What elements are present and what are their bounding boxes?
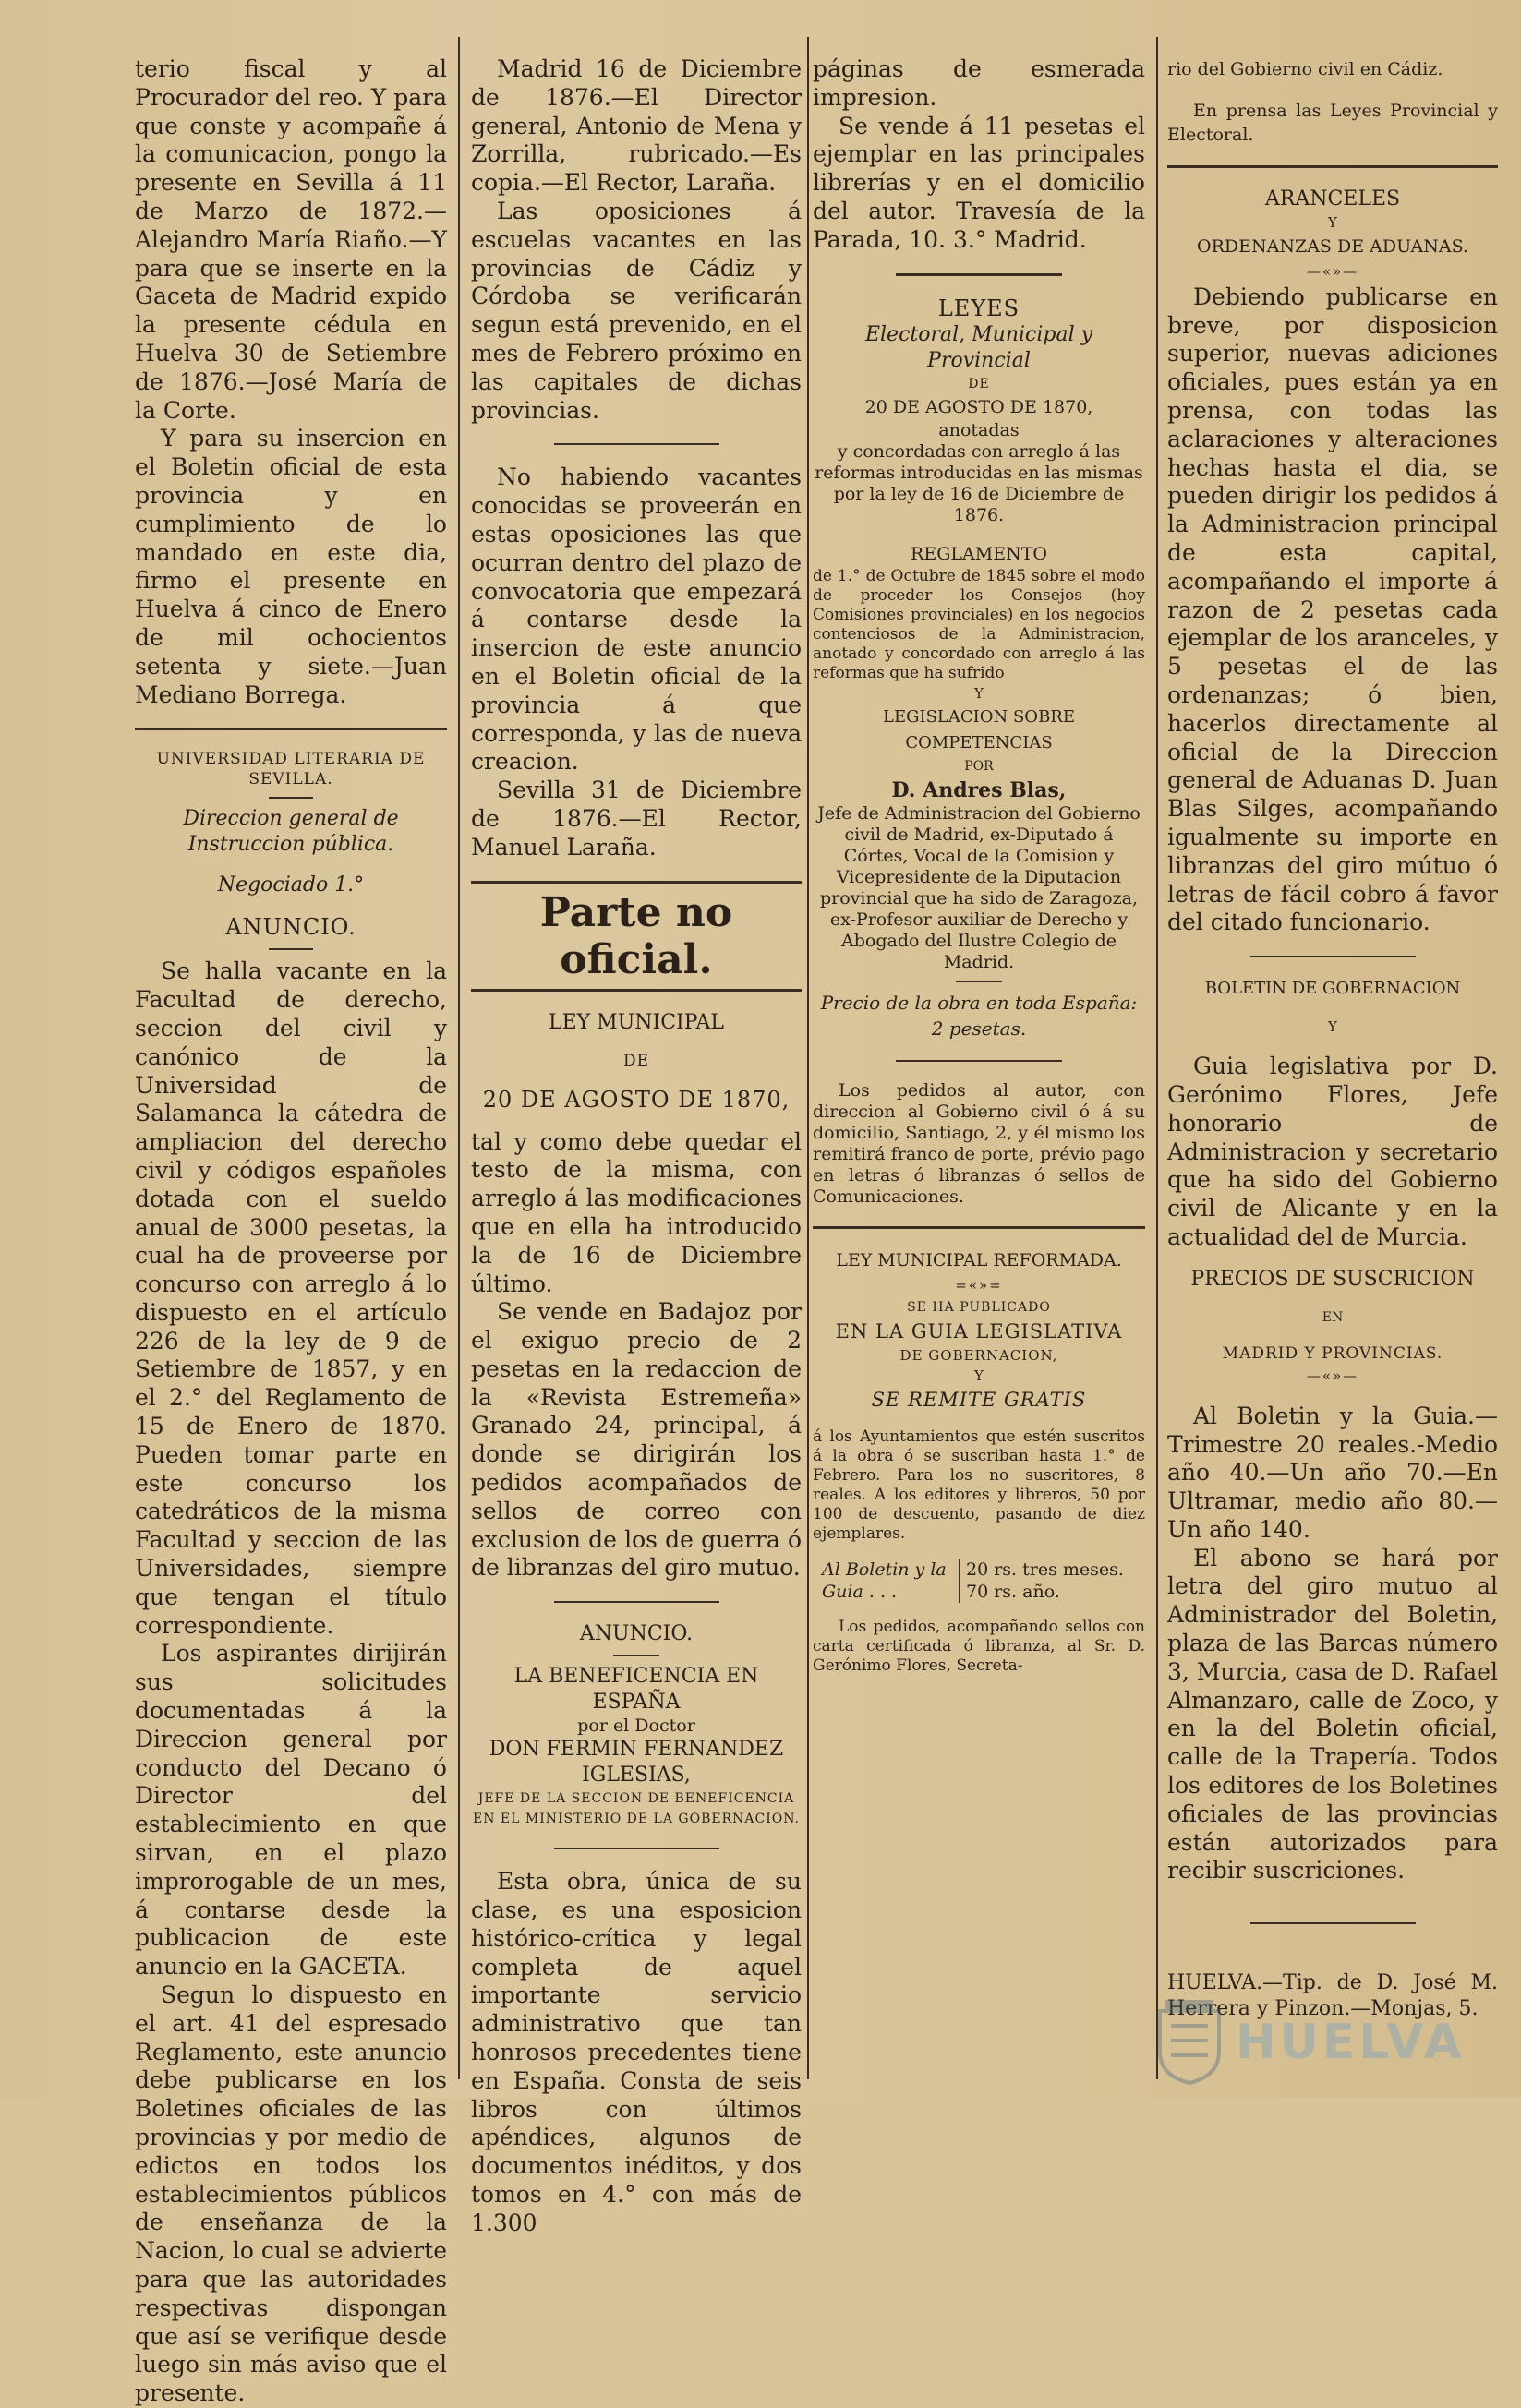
- heading-anuncio: ANUNCIO.: [579, 1622, 694, 1646]
- ornament: —«»—: [1306, 1367, 1359, 1384]
- short-rule: [269, 948, 312, 950]
- paragraph: El abono se hará por letra del giro mutuo al Administrador del Boletin, plaza de las Barcas número 3, Murcia, casa de D. Rafael Almanzaro, calle de Zoco, y en la del Boletin oficial, calle de la Trapería. Todos los editores de los Boletines oficiales de las provincias están autorizados para recibir suscriciones.: [1167, 1544, 1498, 1884]
- section-rule: [471, 881, 802, 884]
- section-rule: [135, 728, 447, 730]
- paragraph: Y para su insercion en el Boletin oficial de esta provincia y en cumplimiento de lo mandado en este dia, firmo el presente en Huelva á cinco de Enero de mil ochocientos setenta y siete.—Juan Mediano Borrega.: [135, 425, 447, 708]
- paragraph: tal y como debe quedar el testo de la misma, con arreglo á las modificaciones que en ella ha introducido la de 16 de Diciembre último.: [471, 1127, 802, 1297]
- price-table: [813, 1559, 1145, 1603]
- heading-de: DE: [622, 1051, 650, 1070]
- section-rule: [554, 443, 719, 445]
- text-por: POR: [964, 758, 994, 774]
- paragraph: de 1.° de Octubre de 1845 sobre el modo de proceder los Consejos (hoy Comisiones provinciales) en los negocios contenciosos de la Administracion, anotado y concordado con arreglo á las reformas que ha sufrido: [813, 566, 1145, 682]
- text-cargo: Jefe de Administracion del Gobierno civil de Madrid, ex-Diputado á Córtes, Vocal de la Comision y Vicepresidente de la Diputacion provincial que ha sido de Zaragoza, ex-Profesor auxiliar de Derecho y Abogado del Ilustre Colegio de Madrid.: [817, 802, 1141, 972]
- text-jefe: JEFE DE LA SECCION DE BENEFICENCIA EN EL MINISTERIO DE LA GOBERNACION.: [472, 1791, 801, 1827]
- heading-de: DE: [968, 376, 990, 391]
- heading-parte-no-oficial: Parte no oficial.: [539, 888, 733, 983]
- column-4: [1167, 55, 1498, 2079]
- section-rule: [1250, 1922, 1416, 1924]
- paragraph: páginas de esmerada impresion.: [813, 55, 1145, 111]
- paragraph: rio del Gobierno civil en Cádiz.: [1167, 59, 1443, 79]
- heading-autor: DON FERMIN FERNANDEZ IGLESIAS,: [489, 1738, 784, 1788]
- heading-leyes: LEYES: [937, 295, 1020, 321]
- watermark-text: HUELVA: [1236, 2015, 1466, 2070]
- heading-ley-reformada: LEY MUNICIPAL REFORMADA.: [836, 1249, 1122, 1270]
- section-rule: [554, 1848, 719, 1849]
- heading-direccion: Direccion general de Instruccion pública.: [183, 807, 399, 857]
- heading-beneficencia: LA BENEFICENCIA EN ESPAÑA: [513, 1665, 759, 1715]
- section-rule: [1167, 165, 1498, 168]
- imprint: HUELVA.—Tip. de D. José M. Herrera y Pinzon.—Monjas, 5.: [1167, 1971, 1498, 2021]
- heading-anuncio: ANUNCIO.: [225, 914, 356, 941]
- section-rule: [813, 1226, 1145, 1229]
- heading-reglamento: REGLAMENTO: [911, 543, 1047, 564]
- heading-ley-municipal: LEY MUNICIPAL: [549, 1010, 724, 1034]
- text-y: Y: [974, 1367, 984, 1384]
- heading-fecha: 20 DE AGOSTO DE 1870,: [482, 1086, 791, 1113]
- paragraph: Se vende á 11 pesetas el ejemplar en las principales librerías y en el domicilio del autor. Travesía de la Parada, 10. 3.° Madrid.: [813, 112, 1145, 253]
- column-3: [813, 55, 1145, 2079]
- section-rule: [1250, 956, 1416, 957]
- paragraph: Los pedidos, acompañando sellos con carta certificada ó libranza, al Sr. D. Gerónimo Flores, Secreta-: [813, 1617, 1145, 1675]
- paragraph: Los aspirantes dirijirán sus solicitudes documentadas á la Direccion general por conducto del Decano ó Director del establecimiento en que sirvan, en el plazo improrogable de un mes, á contarse desde la publicacion de este anuncio en la GACETA.: [135, 1640, 447, 1981]
- paragraph: Sevilla 31 de Diciembre de 1876.—El Rector, Manuel Laraña.: [471, 777, 802, 861]
- paragraph: En prensa las Leyes Provincial y Electoral.: [1167, 100, 1498, 145]
- text-y: Y: [1328, 213, 1337, 231]
- text-en: EN: [1322, 1309, 1344, 1325]
- text-y: Y: [1328, 1018, 1337, 1036]
- heading-remite-gratis: SE REMITE GRATIS: [871, 1388, 1087, 1411]
- heading-electoral: Electoral, Municipal y Provincial: [864, 322, 1093, 372]
- heading-boletin: BOLETIN DE GOBERNACION: [1204, 979, 1461, 999]
- heading-ordenanzas: ORDENANZAS DE ADUANAS.: [1197, 235, 1468, 257]
- heading-autor: D. Andres Blas,: [891, 777, 1067, 802]
- short-rule: [956, 981, 1002, 982]
- text-precio: Precio de la obra en toda España: 2 pesetas.: [820, 991, 1138, 1040]
- price-year: 70 rs. año.: [966, 1581, 1060, 1602]
- paragraph: Al Boletin y la Guia.—Trimestre 20 reales.-Medio año 40.—Un año 70.—En Ultramar, medio año 80.—Un año 140.: [1167, 1402, 1498, 1543]
- heading-university: UNIVERSIDAD LITERARIA DE SEVILLA.: [156, 750, 426, 789]
- paragraph: Esta obra, única de su clase, es una esposicion histórico-crítica y legal completa de aquel importante servicio administrativo que tan honrosos precedentes tiene en España. Consta de seis libros con últimos apéndices, algunos de documentos inéditos, y dos tomos en 4.° con más de 1.300: [471, 1868, 802, 2236]
- paragraph: No habiendo vacantes conocidas se proveerán en estas oposiciones las que ocurran dentro del plazo de convocatoria que empezará á contarse desde la insercion de este anuncio en el Boletin oficial de la provincia á que corresponda, y las de nueva creacion.: [471, 464, 802, 776]
- paragraph: á los Ayuntamientos que estén suscritos á la obra ó se suscriban hasta 1.° de Febrero. Para los no suscritores, 8 reales. A los editores y libreros, 50 por 100 de descuento, pasando de diez ejemplares.: [813, 1427, 1145, 1543]
- label-boletin: Al Boletin y la: [822, 1559, 947, 1580]
- paragraph: Los pedidos al autor, con direccion al Gobierno civil ó á su domicilio, Santiago, 2, y él mismo los remitirá franco de porte, prévio pago en letras ó libranzas ó sellos de Comunicaciones.: [813, 1079, 1145, 1207]
- column-1: [135, 55, 447, 2407]
- paragraph: Segun lo dispuesto en el art. 41 del espresado Reglamento, este anuncio debe publicarse en los Boletines oficiales de las provincias y por medio de edictos en todos los establecimientos públicos de enseñanza de la Nacion, lo cual se advierte para que las autoridades respectivas dispongan que así se verifique desde luego sin más aviso que el presente.: [135, 1981, 447, 2407]
- text-y: Y: [974, 684, 984, 702]
- section-rule: [471, 989, 802, 992]
- paragraph: terio fiscal y al Procurador del reo. Y para que conste y acompañe á la comunicacion, pongo la presente en Sevilla á 11 de Marzo de 1872.—Alejandro María Riaño.—Y para que se inserte en la Gaceta de Madrid expido la presente cédula en Huelva 30 de Setiembre de 1876.—José María de la Corte.: [135, 55, 447, 424]
- section-rule: [896, 273, 1062, 276]
- ornament: —«»—: [1306, 262, 1359, 280]
- coat-of-arms-stamp: [1153, 1998, 1226, 2085]
- section-rule: [896, 1060, 1062, 1062]
- column-divider: [807, 37, 809, 2079]
- text-concordadas: y concordadas con arreglo á las reformas introducidas en las mismas por la ley de 16 de Diciembre de 1876.: [815, 440, 1143, 525]
- paragraph: Se vende en Badajoz por el exiguo precio de 2 pesetas en la redaccion de la «Revista Estremeña» Granado 24, principal, á donde se dirigirán los pedidos acompañados de sellos de correo con exclusion de los de guerra ó de libranzas del giro mutuo.: [471, 1298, 802, 1582]
- column-divider: [1156, 37, 1158, 2079]
- ornament: =«»=: [955, 1276, 1003, 1294]
- heading-madrid: MADRID Y PROVINCIAS.: [1222, 1343, 1443, 1363]
- short-rule: [269, 797, 312, 799]
- text-publicado: SE HA PUBLICADO: [907, 1299, 1051, 1315]
- paragraph: Se halla vacante en la Facultad de derecho, seccion del civil y canónico de la Universidad de Salamanca la cátedra de ampliacion del derecho civil y códigos españoles dotada con el sueldo anual de 3000 pesetas, la cual ha de proveerse por concurso con arreglo á lo dispuesto en el artículo 226 de la ley de 9 de Setiembre de 1857, y en el 2.° del Reglamento de 15 de Enero de 1870. Pueden tomar parte en este concurso los catedráticos de la misma Facultad y seccion de las Universidades, siempre que tengan el título correspondiente.: [135, 957, 447, 1639]
- heading-fecha: 20 DE AGOSTO DE 1870,: [864, 396, 1093, 417]
- heading-negociado: Negociado 1.°: [217, 873, 365, 897]
- paragraph: Guia legislativa por D. Gerónimo Flores, Jefe honorario de Administracion y secretario que ha sido del Gobierno civil de Alicante y en la actualidad del de Murcia.: [1167, 1053, 1498, 1250]
- heading-aranceles: ARANCELES: [1264, 187, 1401, 211]
- short-rule: [613, 1655, 659, 1656]
- text-por: por el Doctor: [577, 1716, 695, 1737]
- text-anotadas: anotadas: [938, 419, 1020, 440]
- paragraph: Debiendo publicarse en breve, por disposicion superior, nuevas adiciones oficiales, pues están ya en prensa, con todas las aclaraciones y alteraciones hechas hasta el dia, se pueden dirigir los pedidos á la Administracion principal de esta capital, acompañando el importe á razon de 2 pesetas cada ejemplar de los aranceles, y 5 pesetas el de las ordenanzas; ó bien, hacerlos directamente al oficial de la Direccion general de Aduanas D. Juan Blas Silges, acompañando igualmente su importe en libranzas del giro mútuo ó letras de fácil cobro á favor del citado funcionario.: [1167, 283, 1498, 936]
- heading-guia: EN LA GUIA LEGISLATIVA: [835, 1319, 1123, 1342]
- paragraph: Las oposiciones á escuelas vacantes en las provincias de Cádiz y Córdoba se verificarán segun está prevenido, en el mes de Febrero próximo en las capitales de dichas provincias.: [471, 197, 802, 424]
- text-gobernacion: DE GOBERNACION,: [899, 1346, 1058, 1364]
- price-three-months: 20 rs. tres meses.: [966, 1559, 1124, 1580]
- paragraph: Madrid 16 de Diciembre de 1876.—El Director general, Antonio de Mena y Zorrilla, rubricado.—Es copia.—El Rector, Laraña.: [471, 55, 802, 197]
- column-2: [471, 55, 802, 2236]
- column-divider: [458, 37, 460, 2079]
- label-guia: Guia . . .: [822, 1581, 898, 1602]
- section-rule: [554, 1601, 719, 1603]
- heading-legislacion: LEGISLACION SOBRE COMPETENCIAS: [883, 706, 1075, 752]
- heading-precios: PRECIOS DE SUSCRICION: [1190, 1267, 1475, 1291]
